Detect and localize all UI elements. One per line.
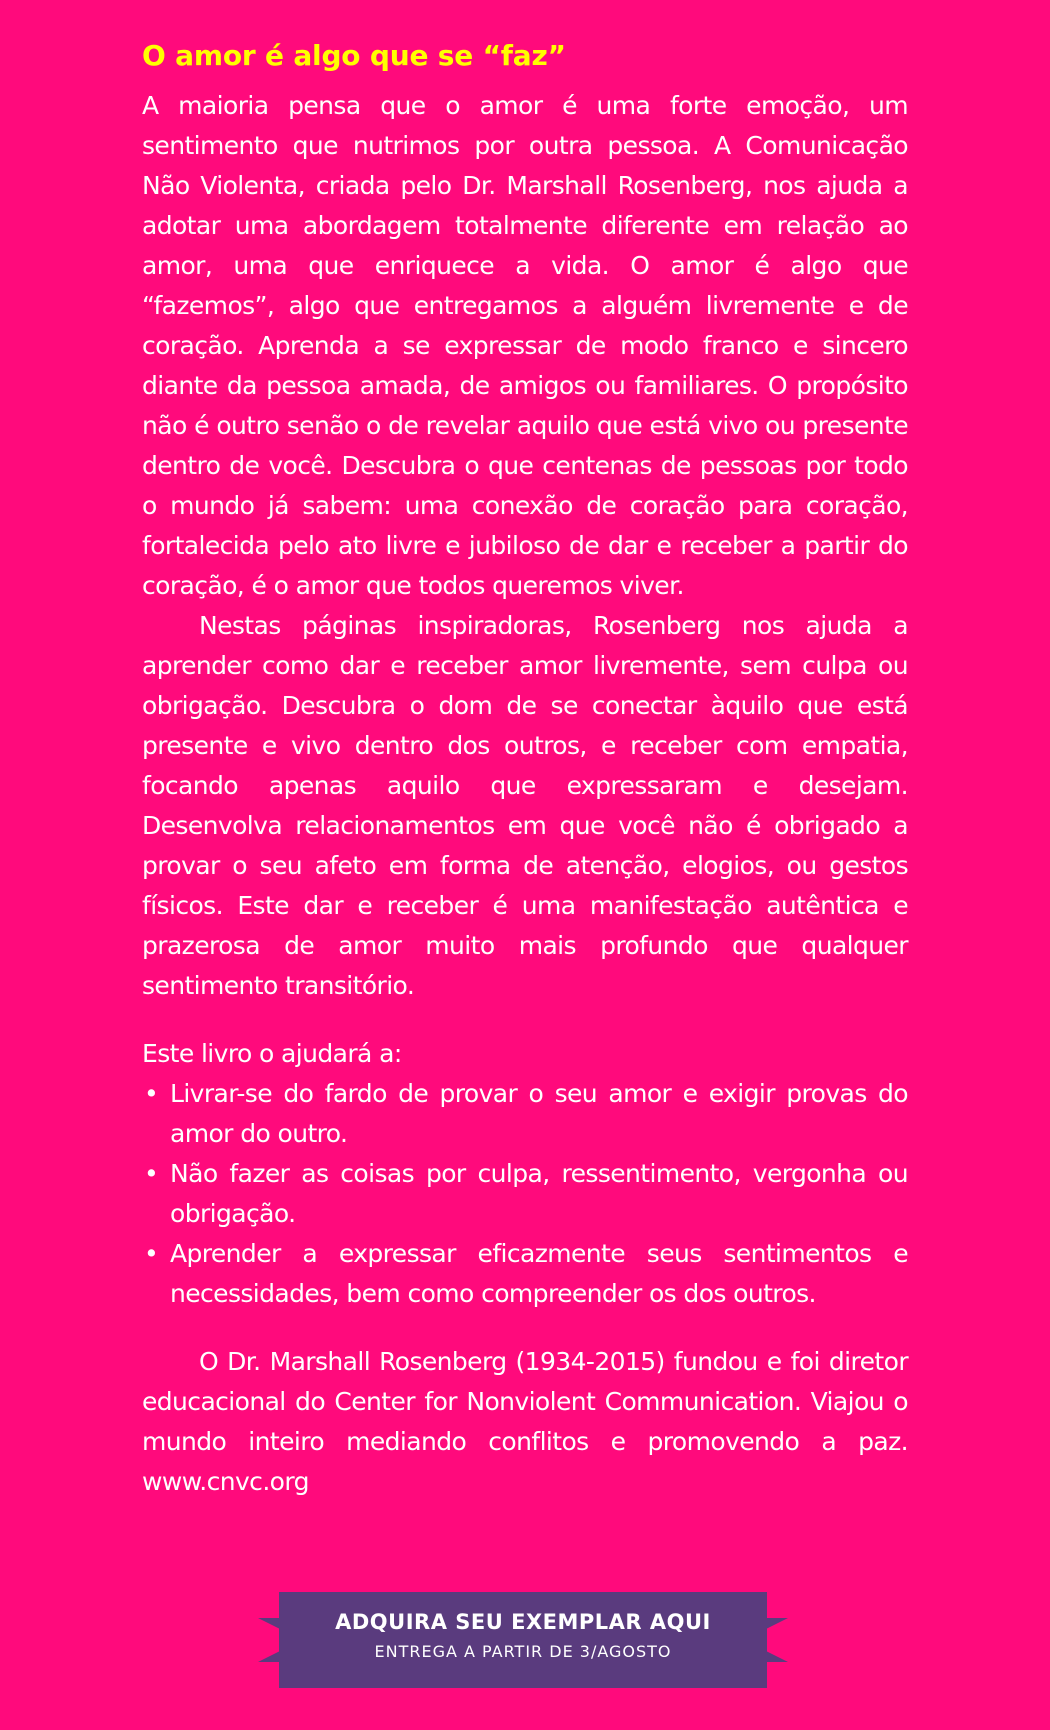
paragraph-intro: A maioria pensa que o amor é uma forte emoção, um sentimento que nutrimos por outra pessoa. A Comunicação Não Violenta, criada pelo Dr. Marshall Rosenberg, nos ajuda a adotar uma abordagem totalmente diferente em relação ao amor, uma que enriquece a vida. O amor é algo que “fazemos”, algo que entregamos a alguém livremente e de coração. Aprenda a se expressar de modo franco e sincero diante da pessoa amada, de amigos ou familiares. O propósito não é outro senão o de revelar aquilo que está vivo ou presente dentro de você. Descubra o que centenas de pessoas por todo o mundo já sabem: uma conexão de coração para coração, fortalecida pelo ato livre e jubiloso de dar e receber a partir do coração, é o amor que todos queremos viver. xyxy=(142,91,908,600)
book-description xyxy=(142,36,908,1502)
buy-ribbon[interactable] xyxy=(258,1592,788,1688)
benefits-intro: Este livro o ajudará a: xyxy=(142,1039,402,1068)
list-item xyxy=(142,1154,908,1234)
buy-button-label[interactable]: ADQUIRA SEU EXEMPLAR AQUI xyxy=(335,1610,711,1634)
bullet-icon: • xyxy=(144,1239,159,1268)
list-item-text: Não fazer as coisas por culpa, ressentimento, vergonha ou obrigação. xyxy=(170,1159,908,1228)
list-item-text: Aprender a expressar eficazmente seus sentimentos e necessidades, bem como compreender os dos outros. xyxy=(170,1239,908,1308)
list-item xyxy=(142,1074,908,1154)
author-bio: O Dr. Marshall Rosenberg (1934-2015) fundou e foi diretor educacional do Center for Nonviolent Communication. Viajou o mundo inteiro mediando conflitos e promovendo a paz. www.cnvc.org xyxy=(142,1347,908,1496)
benefits-list xyxy=(142,1074,908,1314)
description-body xyxy=(142,86,908,1502)
list-item-text: Livrar-se do fardo de provar o seu amor e exigir provas do amor do outro. xyxy=(170,1079,908,1148)
paragraph-main: Nestas páginas inspiradoras, Rosenberg nos ajuda a aprender como dar e receber amor livremente, sem culpa ou obrigação. Descubra o dom de se conectar àquilo que está presente e vivo dentro dos outros, e receber com empatia, focando apenas aquilo que expressaram e desejam. Desenvolva relacionamentos em que você não é obrigado a provar o seu afeto em forma de atenção, elogios, ou gestos físicos. Este dar e receber é uma manifestação autêntica e prazerosa de amor muito mais profundo que qualquer sentimento transitório. xyxy=(142,611,908,1000)
buy-button[interactable] xyxy=(279,1592,767,1688)
page-title: O amor é algo que se “faz” xyxy=(142,39,566,72)
bullet-icon: • xyxy=(144,1079,159,1108)
delivery-note: ENTREGA A PARTIR DE 3/AGOSTO xyxy=(374,1642,672,1661)
list-item xyxy=(142,1234,908,1314)
bullet-icon: • xyxy=(144,1159,159,1188)
